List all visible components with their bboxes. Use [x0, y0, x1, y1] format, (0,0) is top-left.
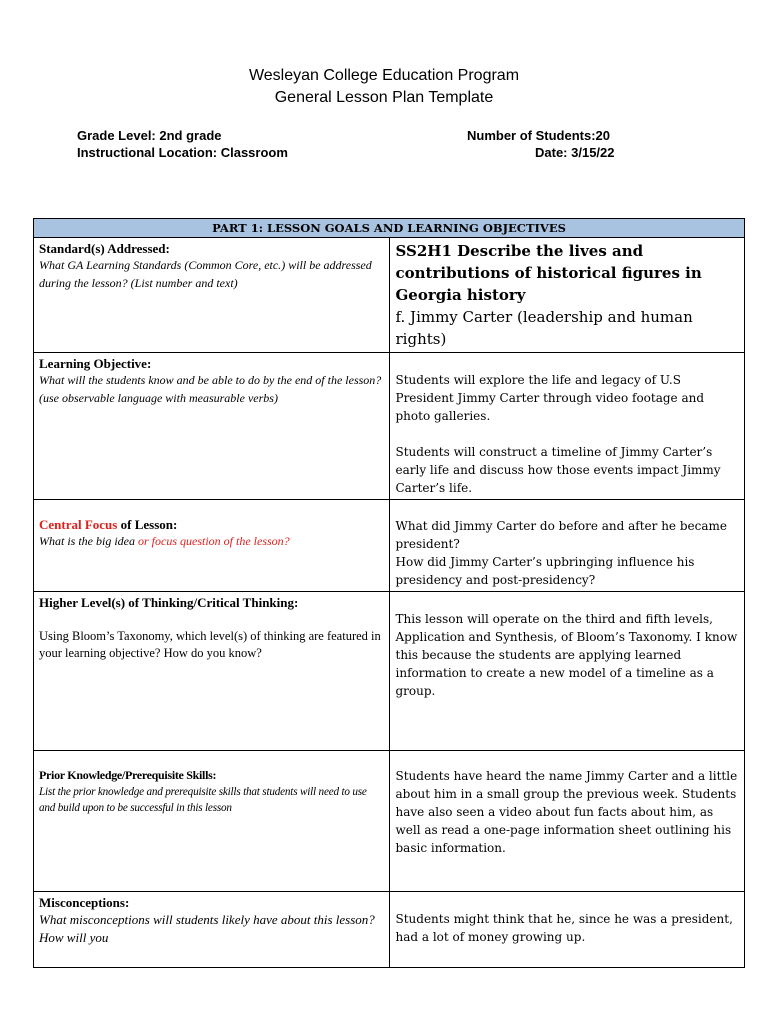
standards-row: [34, 238, 745, 353]
central-focus-label-rest: of Lesson:: [117, 517, 178, 532]
central-focus-answer-2: How did Jimmy Carter’s upbringing influence his presidency and post-presidency?: [395, 555, 695, 587]
misconceptions-label: Misconceptions:: [39, 895, 130, 910]
standards-prompt-cell: [34, 238, 390, 353]
central-focus-answer-1: What did Jimmy Carter do before and after he became president?: [395, 519, 727, 551]
standards-answer-line: f. Jimmy Carter (leadership and human rights): [395, 308, 693, 348]
part1-header: PART 1: LESSON GOALS AND LEARNING OBJECTIVES: [34, 219, 745, 238]
objective-answer-cell: [389, 353, 745, 500]
program-title: Wesleyan College Education Program: [248, 67, 520, 84]
central-focus-answer-cell: [389, 500, 745, 592]
lesson-plan-table: [33, 218, 745, 968]
instructional-location: Instructional Location: Classroom: [77, 145, 288, 160]
standards-answer-bold: SS2H1 Describe the lives and contributions of historical figures in Georgia history: [395, 242, 702, 304]
objective-prompt-cell: [34, 353, 390, 500]
higher-levels-prompt-cell: [34, 592, 390, 751]
higher-levels-row: [34, 592, 745, 751]
number-of-students: Number of Students:20: [467, 128, 611, 143]
objective-label: Learning Objective:: [39, 356, 152, 371]
prior-knowledge-answer: Students have heard the name Jimmy Carter and a little about him in a small group the previous week. Students have also seen a video about fun facts about him, as well as read a one-page information sheet outlining his basic information.: [395, 769, 738, 855]
objective-question: What will the students know and be able to do by the end of the lesson? (use observable language with measurable verbs): [39, 373, 382, 405]
central-focus-question: [39, 533, 384, 551]
standards-question: What GA Learning Standards (Common Core, etc.) will be addressed during the lesson? (List number and text): [39, 258, 372, 290]
prior-knowledge-row: [34, 751, 745, 892]
template-title: General Lesson Plan Template: [274, 89, 494, 106]
lesson-date: Date: 3/15/22: [535, 145, 615, 160]
higher-levels-question: Using Bloom’s Taxonomy, which level(s) of thinking are featured in your learning objective? How do you know?: [39, 629, 381, 660]
higher-levels-answer-cell: [389, 592, 745, 751]
objective-answer-1: Students will explore the life and legacy of U.S President Jimmy Carter through video footage and photo galleries.: [395, 373, 705, 423]
grade-level: Grade Level: 2nd grade: [77, 128, 222, 143]
central-focus-question-red: or focus question of the lesson?: [138, 534, 290, 548]
central-focus-row: [34, 500, 745, 592]
misconceptions-question: What misconceptions will students likely have about this lesson? How will you: [39, 912, 375, 945]
prior-knowledge-label: Prior Knowledge/Prerequisite Skills:: [39, 768, 217, 782]
standards-label: Standard(s) Addressed:: [39, 241, 170, 256]
misconceptions-row: [34, 892, 745, 968]
misconceptions-prompt-cell: [34, 892, 390, 968]
central-focus-label-red: Central Focus: [39, 517, 118, 532]
misconceptions-prompt-clip: [39, 894, 384, 964]
central-focus-label: [39, 516, 384, 533]
central-focus-prompt-cell: [34, 500, 390, 592]
standards-answer-cell: [389, 238, 745, 353]
prior-knowledge-question: List the prior knowledge and prerequisite skills that students will need to use and build upon to be successful in this lesson: [39, 786, 367, 814]
objective-row: [34, 353, 745, 500]
misconceptions-answer: Students might think that he, since he was a president, had a lot of money growing up.: [395, 912, 733, 944]
prior-knowledge-prompt-cell: [34, 751, 390, 892]
higher-levels-answer: This lesson will operate on the third and fifth levels, Application and Synthesis, of Bloom’s Taxonomy. I know this because the students are applying learned information to create a new model of a timeline as a group.: [395, 612, 738, 698]
misconceptions-answer-cell: [389, 892, 745, 968]
central-focus-question-black: What is the big idea: [39, 534, 138, 548]
objective-answer-2: Students will construct a timeline of Jimmy Carter’s early life and discuss how those events impact Jimmy Carter’s life.: [395, 445, 721, 495]
prior-knowledge-answer-cell: [389, 751, 745, 892]
higher-levels-label: Higher Level(s) of Thinking/Critical Thinking:: [39, 595, 299, 610]
